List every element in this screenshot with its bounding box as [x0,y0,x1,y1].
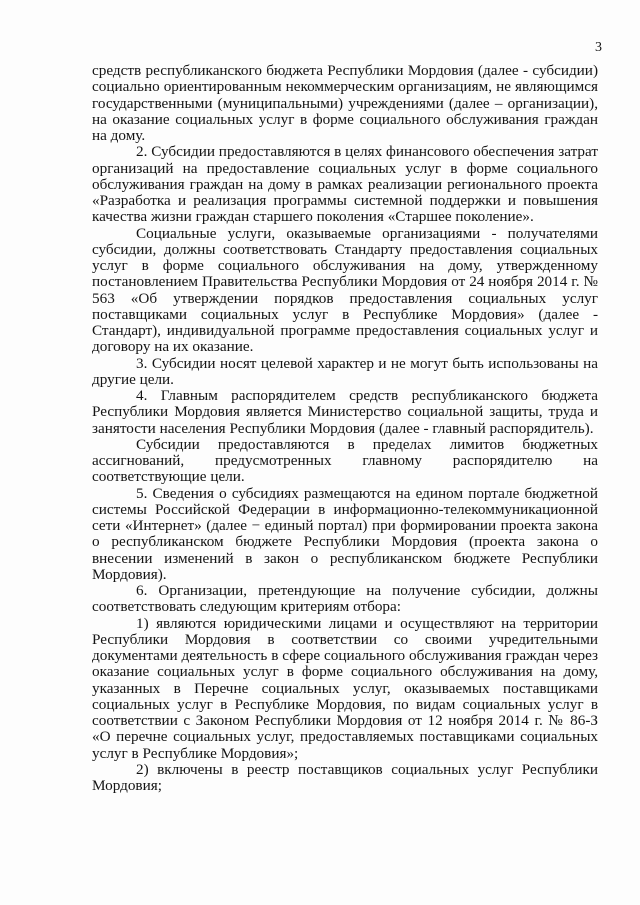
paragraph-2-subsidy-goals: 2. Субсидии предоставляются в целях финансового обеспечения затрат организаций на предоставление социальных услуг в форме социального обслуживания граждан на дому в рамках реализации регионального проекта «Разработка и реализация программы системной поддержки и повышения качества жизни граждан старшего поколения «Старшее поколение». [92,143,598,226]
paragraph-5-unified-portal: 5. Сведения о субсидиях размещаются на едином портале бюджетной системы Российской Федерации в информационно-телекоммуникационной сети «Интернет» (далее − единый портал) при формировании проекта закона о республиканском бюджете Республики Мордовия (проекта закона о внесении изменений в закон о республиканском бюджете Республики Мордовия). [92,484,598,583]
page-number: 3 [595,40,602,55]
paragraph-social-services-standard: Социальные услуги, оказываемые организациями - получателями субсидии, должны соответствовать Стандарту предоставления социальных услуг в форме социального обслуживания на дому, утвержденному постановлением Правительства Республики Мордовия от 24 ноября 2014 г. № 563 «Об утверждении порядков предоставления социальных услуг поставщиками социальных услуг в Республике Мордовия» (далее - Стандарт), индивидуальной программе предоставления социальных услуг и договору на их оказание. [92,224,598,356]
criterion-1-legal-entities: 1) являются юридическими лицами и осуществляют на территории Республики Мордовия в соответствии со своими учредительными документами деятельность в сфере социального обслуживания граждан через оказание социальных услуг в форме социального обслуживания на дому, указанных в Перечне социальных услуг, оказываемых поставщиками социальных услуг в Республике Мордовия, по видам социальных услуг в соответствии с Законом Республики Мордовия от 12 ноября 2014 г. № 86-З «О перечне социальных услуг, предоставляемых поставщиками социальных услуг в Республике Мордовия»; [92,614,598,762]
paragraph-subsidy-purpose-continued: средств республиканского бюджета Республики Мордовия (далее - субсидии) социально ориентированным некоммерческим организациям, не являющимся государственными (муниципальными) учреждениями (далее – организации), на оказание социальных услуг в форме социального обслуживания граждан на дому. [92,62,598,144]
paragraph-budget-limits: Субсидии предоставляются в пределах лимитов бюджетных ассигнований, предусмотренных главному распорядителю на соответствующие цели. [92,435,598,486]
paragraph-3-targeted-nature: 3. Субсидии носят целевой характер и не могут быть использованы на другие цели. [92,354,598,388]
document-body [92,63,598,794]
paragraph-4-chief-administrator: 4. Главным распорядителем средств республиканского бюджета Республики Мордовия является Министерство социальной защиты, труда и занятости населения Республики Мордовия (далее - главный распорядитель). [92,387,598,437]
paragraph-6-selection-criteria: 6. Организации, претендующие на получение субсидии, должны соответствовать следующим критериям отбора: [92,582,598,616]
criterion-2-provider-registry: 2) включены в реестр поставщиков социальных услуг Республики Мордовия; [92,760,598,794]
